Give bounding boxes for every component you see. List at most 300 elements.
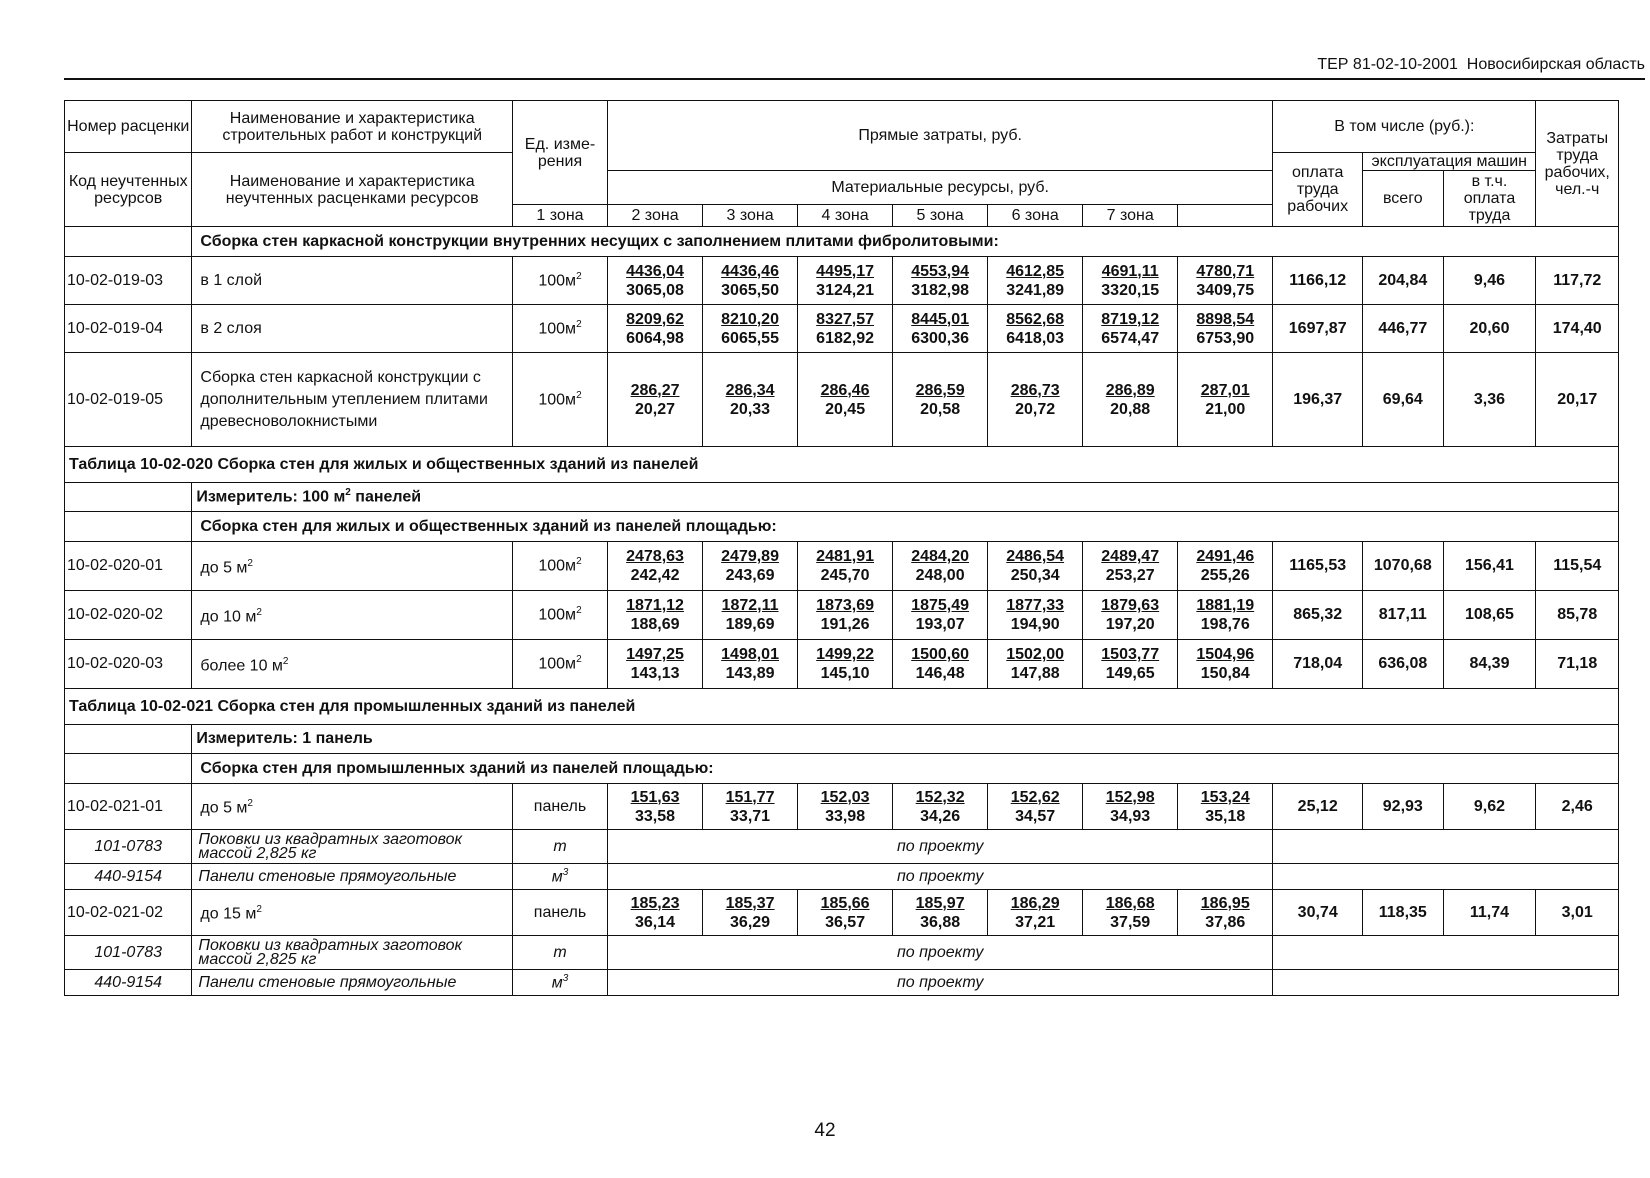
rate-name-text: в 1 слой [200,271,263,289]
machine-labor-value: 108,65 [1443,591,1536,640]
material-cost: 20,33 [730,400,771,418]
zone-7-value [1178,890,1273,936]
material-cost: 3241,89 [1006,281,1065,299]
rate-name-text: более 10 м [200,657,283,675]
header-code: Номер расценки [65,101,192,153]
table-row [65,784,1619,830]
page-header [64,54,1645,80]
meter-020 [192,483,1619,512]
table-title-020: Таблица 10-02-020 Сборка стен для жилых и общественных зданий из панелей [65,447,1619,483]
direct-cost: 4495,17 [816,262,875,280]
table-title-021: Таблица 10-02-021 Сборка стен для промышленных зданий из панелей [65,689,1619,725]
material-cost: 36,88 [920,913,961,931]
material-cost: 20,58 [920,400,961,418]
resource-name: Поковки из квадратных заготовок массой 2,825 кг [192,830,513,864]
resource-code: 101-0783 [65,936,192,970]
zone-4-value [893,890,988,936]
section-title-021: Сборка стен для промышленных зданий из панелей площадью: [192,754,1619,784]
rate-unit-text: 100м [538,655,577,673]
table-title-021-row [65,689,1619,725]
direct-cost: 1503,77 [1101,646,1160,663]
rate-unit-text: панель [533,903,587,921]
material-cost: 33,98 [825,807,866,825]
zone-1-value [608,257,703,305]
material-cost: 36,29 [730,913,771,931]
material-cost: 189,69 [725,616,775,633]
zone-header-2: 2 зона [608,205,703,227]
material-cost: 149,65 [1105,665,1155,682]
machine-labor-value: 3,36 [1443,353,1536,447]
labor-pay-value: 718,04 [1273,640,1363,689]
direct-cost: 4780,71 [1196,262,1255,280]
rate-unit [512,640,607,689]
rate-name-text: до 10 м [200,608,257,626]
direct-cost: 286,89 [1105,381,1155,399]
resource-unit [512,864,607,890]
machine-total-value: 118,35 [1363,890,1443,936]
direct-cost: 1502,00 [1006,646,1065,663]
direct-cost: 1881,19 [1196,597,1255,614]
empty-cell [1273,830,1619,864]
direct-cost: 1504,96 [1196,646,1255,663]
rate-unit [512,890,607,936]
zone-3-value [798,591,893,640]
resource-code: 440-9154 [65,864,192,890]
direct-cost: 151,63 [630,788,680,806]
direct-cost: 1498,01 [721,646,779,663]
rate-name [192,890,513,936]
direct-cost: 286,73 [1010,381,1060,399]
resource-name: Панели стеновые прямоугольные [192,970,513,996]
direct-cost: 286,27 [630,381,680,399]
direct-cost: 4691,11 [1101,262,1159,280]
rate-unit [512,353,607,447]
zone-2-value [703,890,798,936]
page-number: 42 [814,1120,836,1141]
empty-cell [1273,970,1619,996]
zone-1-value [608,591,703,640]
zone-2-value [703,257,798,305]
material-cost: 37,21 [1015,913,1056,931]
rate-code: 10-02-019-04 [65,305,192,353]
zone-6-value [1083,591,1178,640]
zone-header-5: 5 зона [893,205,988,227]
zone-7-value [1178,257,1273,305]
rate-name [192,305,513,353]
machine-total-value: 69,64 [1363,353,1443,447]
resource-row [65,970,1619,996]
rate-code: 10-02-021-02 [65,890,192,936]
zone-2-value [703,784,798,830]
labor-hours-value: 85,78 [1536,591,1619,640]
resource-unit [512,830,607,864]
table-row [65,257,1619,305]
material-cost: 20,27 [635,400,676,418]
material-cost: 197,20 [1105,616,1155,633]
direct-cost: 8445,01 [911,310,970,328]
zone-6-value [1083,353,1178,447]
rate-code: 10-02-020-01 [65,542,192,591]
meter-020-text: Измеритель: 100 м [196,488,346,506]
resource-name: Панели стеновые прямоугольные [192,864,513,890]
section-title-019: Сборка стен каркасной конструкции внутренних несущих с заполнением плитами фибролитовыми: [192,227,1619,257]
material-cost: 21,00 [1205,400,1246,418]
section-title-021-row [65,754,1619,784]
zone-7-value [1178,305,1273,353]
resource-note: по проекту [608,864,1273,890]
direct-cost: 185,66 [820,894,870,912]
direct-cost: 8210,20 [721,310,779,328]
direct-cost: 186,29 [1010,894,1060,912]
material-cost: 6300,36 [911,329,970,347]
rate-unit-sup: 2 [576,605,582,617]
direct-cost: 2486,54 [1006,548,1065,565]
material-cost: 193,07 [915,616,965,633]
rate-unit-text: панель [533,797,587,815]
direct-cost: 2479,89 [721,548,779,565]
zone-2-value [703,591,798,640]
direct-cost: 152,03 [820,788,870,806]
section-title-020: Сборка стен для жилых и общественных зданий из панелей площадью: [192,512,1619,542]
direct-cost: 151,77 [725,788,775,806]
material-cost: 36,14 [635,913,676,931]
zone-4-value [893,353,988,447]
zone-1-value [608,305,703,353]
rate-code: 10-02-019-03 [65,257,192,305]
zone-3-value [798,257,893,305]
zone-3-value [798,542,893,591]
labor-pay-value: 1166,12 [1273,257,1363,305]
direct-cost: 286,34 [725,381,775,399]
material-cost: 6064,98 [626,329,684,347]
rates-table [64,100,1619,996]
material-cost: 143,13 [630,665,680,682]
rate-name [192,591,513,640]
header-unit: Ед. изме-рения [512,101,607,205]
material-cost: 20,45 [825,400,866,418]
material-cost: 37,59 [1110,913,1151,931]
labor-pay-value: 25,12 [1273,784,1363,830]
zone-5-value [988,640,1083,689]
direct-cost: 1879,63 [1101,597,1160,614]
zone-5-value [988,353,1083,447]
material-cost: 20,88 [1110,400,1151,418]
machine-total-value: 636,08 [1363,640,1443,689]
direct-cost: 1500,60 [911,646,970,663]
zone-3-value [798,305,893,353]
machine-labor-value: 20,60 [1443,305,1536,353]
header-labor-cost: Затраты труда рабочих, чел.-ч [1536,101,1619,227]
direct-cost: 1499,22 [816,646,875,663]
direct-cost: 185,37 [725,894,775,912]
direct-cost: 153,24 [1200,788,1250,806]
material-cost: 3409,75 [1196,281,1255,299]
rate-unit-sup: 2 [576,556,582,568]
zone-7-value [1178,640,1273,689]
rate-code: 10-02-020-03 [65,640,192,689]
zone-4-value [893,784,988,830]
rate-name-text: до 5 м [200,559,248,577]
meter-020-row [65,483,1619,512]
zone-2-value [703,542,798,591]
table-row [65,542,1619,591]
labor-hours-value: 117,72 [1536,257,1619,305]
header-name2: Наименование и характеристика неучтенных расценками ресурсов [192,153,513,227]
rate-name-sup: 2 [247,798,253,810]
labor-hours-value: 115,54 [1536,542,1619,591]
header-machine-op: эксплуатация машин [1363,153,1536,171]
resource-unit-text: м [551,974,563,992]
material-cost: 145,10 [820,665,870,682]
rate-unit-sup: 2 [576,389,582,401]
meter-021-text: Измеритель: 1 панель [196,730,373,747]
direct-cost: 1873,69 [816,597,875,614]
zone-7-value [1178,353,1273,447]
zone-4-value [893,542,988,591]
material-cost: 33,71 [730,807,771,825]
zone-7-value [1178,591,1273,640]
zone-header-4: 4 зона [798,205,893,227]
zone-5-value [988,305,1083,353]
material-cost: 243,69 [725,567,775,584]
material-cost: 33,58 [635,807,676,825]
zone-5-value [988,591,1083,640]
resource-code: 101-0783 [65,830,192,864]
header-material: Материальные ресурсы, руб. [608,171,1273,205]
material-cost: 255,26 [1200,567,1250,584]
header-labor-pay: оплата труда рабочих [1273,153,1363,227]
direct-cost: 2478,63 [626,548,684,565]
material-cost: 253,27 [1105,567,1155,584]
zone-header-6: 6 зона [988,205,1083,227]
rate-code: 10-02-019-05 [65,353,192,447]
rate-name-sup: 2 [282,655,289,667]
direct-cost: 186,68 [1105,894,1155,912]
direct-cost: 2481,91 [816,548,875,565]
material-cost: 188,69 [630,616,680,633]
machine-total-value: 204,84 [1363,257,1443,305]
direct-cost: 286,59 [915,381,965,399]
resource-row [65,936,1619,970]
rate-name-sup: 2 [247,557,253,569]
material-cost: 37,86 [1205,913,1246,931]
material-cost: 6065,55 [721,329,779,347]
zone-5-value [988,784,1083,830]
material-cost: 34,26 [920,807,961,825]
direct-cost: 152,62 [1010,788,1060,806]
machine-total-value: 92,93 [1363,784,1443,830]
zone-5-value [988,890,1083,936]
labor-pay-value: 1165,53 [1273,542,1363,591]
resource-unit-text: м [551,868,563,886]
region-name: Новосибирская область [1466,56,1645,73]
labor-hours-value: 2,46 [1536,784,1619,830]
labor-hours-value: 71,18 [1536,640,1619,689]
direct-cost: 287,01 [1200,381,1250,399]
resource-note: по проекту [608,970,1273,996]
empty-cell [1273,936,1619,970]
direct-cost: 185,23 [630,894,680,912]
rate-name [192,353,513,447]
material-cost: 150,84 [1200,665,1250,682]
zone-header-7: 7 зона [1083,205,1178,227]
material-cost: 35,18 [1205,807,1246,825]
material-cost: 36,57 [825,913,866,931]
resource-note: по проекту [608,830,1273,864]
header-incl-labor: в т.ч. оплата труда [1443,171,1536,227]
material-cost: 3182,98 [911,281,970,299]
zone-1-value [608,784,703,830]
table-row [65,591,1619,640]
empty-cell [65,512,192,542]
header-direct-costs: Прямые затраты, руб. [608,101,1273,171]
material-cost: 6753,90 [1196,329,1255,347]
header-incl: В том числе (руб.): [1273,101,1536,153]
table-row [65,890,1619,936]
rate-unit-sup: 2 [576,318,582,330]
zone-2-value [703,353,798,447]
labor-hours-value: 174,40 [1536,305,1619,353]
zone-1-value [608,640,703,689]
rate-name [192,640,513,689]
machine-total-value: 1070,68 [1363,542,1443,591]
material-cost: 198,76 [1200,616,1250,633]
zone-header-3: 3 зона [703,205,798,227]
zone-6-value [1083,542,1178,591]
zone-3-value [798,353,893,447]
rate-unit [512,784,607,830]
material-cost: 245,70 [820,567,870,584]
zone-2-value [703,640,798,689]
resource-unit-text: т [553,837,567,855]
table-row [65,305,1619,353]
rate-name [192,542,513,591]
zone-2-value [703,305,798,353]
header-total: всего [1363,171,1443,227]
table-title-020-row [65,447,1619,483]
rate-name-text: до 5 м [200,799,248,817]
material-cost: 147,88 [1010,665,1060,682]
rate-unit [512,591,607,640]
rate-unit-text: 100м [538,391,577,409]
zone-5-value [988,257,1083,305]
material-cost: 194,90 [1010,616,1060,633]
material-cost: 6418,03 [1006,329,1065,347]
zone-5-value [988,542,1083,591]
zone-4-value [893,640,988,689]
resource-unit-sup: 3 [562,972,569,984]
rate-unit [512,542,607,591]
direct-cost: 1877,33 [1006,597,1065,614]
machine-labor-value: 9,46 [1443,257,1536,305]
machine-labor-value: 156,41 [1443,542,1536,591]
rate-unit-text: 100м [538,272,577,290]
direct-cost: 8898,54 [1196,310,1255,328]
material-cost: 191,26 [820,616,870,633]
empty-cell [65,227,192,257]
machine-labor-value: 84,39 [1443,640,1536,689]
direct-cost: 8562,68 [1006,310,1065,328]
resource-row [65,830,1619,864]
material-cost: 6574,47 [1101,329,1160,347]
direct-cost: 186,95 [1200,894,1250,912]
direct-cost: 2491,46 [1196,548,1255,565]
machine-labor-value: 9,62 [1443,784,1536,830]
resource-name: Поковки из квадратных заготовок массой 2,825 кг [192,936,513,970]
machine-labor-value: 11,74 [1443,890,1536,936]
resource-row [65,864,1619,890]
rate-name-text: в 2 слоя [200,319,262,337]
material-cost: 146,48 [915,665,965,682]
zone-6-value [1083,640,1178,689]
rate-unit [512,305,607,353]
empty-cell [65,725,192,754]
labor-hours-value: 3,01 [1536,890,1619,936]
rate-name [192,257,513,305]
material-cost: 6182,92 [816,329,875,347]
resource-unit [512,970,607,996]
zone-6-value [1083,784,1178,830]
direct-cost: 4436,04 [626,262,684,280]
direct-cost: 1871,12 [626,597,684,614]
direct-cost: 2489,47 [1101,548,1160,565]
header-code2: Код неучтенных ресурсов [65,153,192,227]
direct-cost: 185,97 [915,894,965,912]
rate-unit-text: 100м [538,606,577,624]
direct-cost: 4436,46 [721,262,779,280]
rate-name-text: Сборка стен каркасной конструкции с дополнительным утеплением плитами древесноволокнистыми [200,368,488,430]
zone-6-value [1083,305,1178,353]
table-row [65,640,1619,689]
zone-7-value [1178,542,1273,591]
material-cost: 3065,08 [626,281,684,299]
zone-1-value [608,542,703,591]
zone-1-value [608,890,703,936]
rate-unit-text: 100м [538,557,577,575]
labor-pay-value: 865,32 [1273,591,1363,640]
section-title-020-row [65,512,1619,542]
rate-name-sup: 2 [256,904,262,916]
direct-cost: 286,46 [820,381,870,399]
resource-note: по проекту [608,936,1273,970]
rate-unit-sup: 2 [576,270,582,282]
zone-4-value [893,257,988,305]
zone-4-value [893,591,988,640]
direct-cost: 4553,94 [911,262,970,280]
material-cost: 3320,15 [1101,281,1160,299]
machine-total-value: 817,11 [1363,591,1443,640]
zone-3-value [798,640,893,689]
zone-1-value [608,353,703,447]
direct-cost: 2484,20 [911,548,970,565]
direct-cost: 8209,62 [626,310,684,328]
meter-020-sup: 2 [345,487,351,499]
empty-cell [65,483,192,512]
material-cost: 143,89 [725,665,775,682]
zone-header-1: 1 зона [512,205,607,227]
material-cost: 248,00 [915,567,965,584]
material-cost: 250,34 [1010,567,1060,584]
meter-021 [192,725,1619,754]
meter-021-row [65,725,1619,754]
zone-6-value [1083,890,1178,936]
zone-3-value [798,784,893,830]
direct-cost: 4612,85 [1006,262,1065,280]
resource-unit-sup: 3 [562,866,569,878]
empty-cell [65,754,192,784]
material-cost: 242,42 [630,567,680,584]
rate-unit-sup: 2 [576,654,582,666]
